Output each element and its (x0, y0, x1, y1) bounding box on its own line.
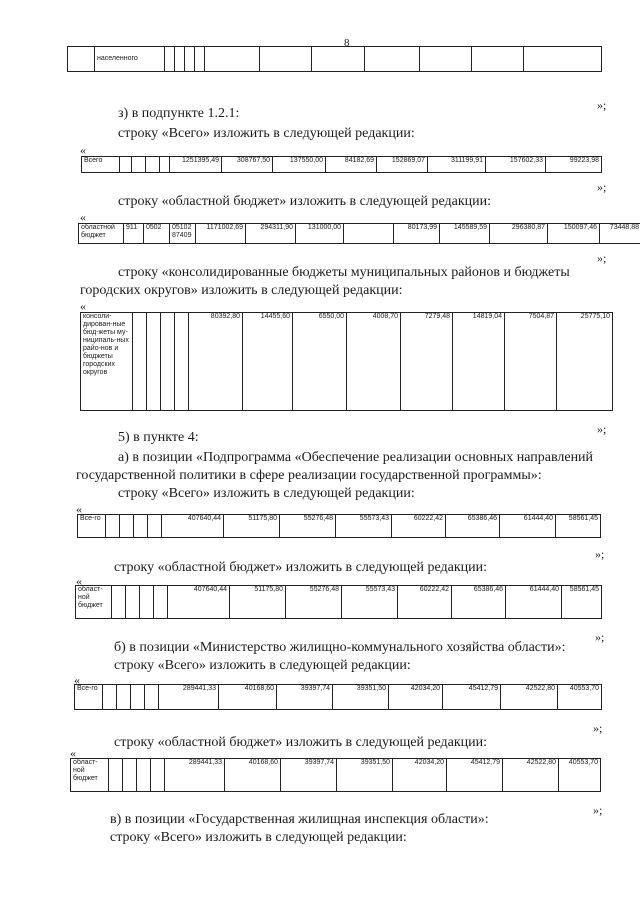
row-label: населенного (95, 47, 165, 72)
row-label: област-ной бюджет (71, 759, 109, 792)
cell (131, 685, 145, 710)
instruction-vsego: строку «Всего» изложить в следующей редакции: (110, 830, 407, 845)
open-quote: « (76, 574, 82, 588)
instruction-vsego: строку «Всего» изложить в следующей редакции: (118, 486, 415, 501)
value-cell: 58561,45 (556, 515, 601, 538)
value-cell: 39397,74 (281, 759, 337, 792)
table-vsego-3 (74, 684, 602, 710)
value-cell: 42522,80 (501, 685, 558, 710)
instruction-kons-line1: строку «консолидированные бюджеты муниципальных районов и бюджеты (118, 265, 570, 280)
value-cell: 55573,43 (342, 586, 398, 619)
open-quote: « (70, 746, 76, 760)
section-b-line1: б) в позиции «Министерство жилищно-коммунального хозяйства области»: (114, 640, 566, 655)
section-a-line1: а) в позиции «Подпрограмма «Обеспечение реализации основных направлений (118, 450, 594, 465)
open-quote: « (80, 143, 86, 157)
row-label: област-ной бюджет (76, 586, 112, 619)
value-cell: 99223,98 (546, 157, 602, 173)
value-cell: 45412,79 (447, 759, 503, 792)
value-cell: 58561,45 (562, 586, 602, 619)
top-table-fragment (67, 46, 602, 72)
value-cell: 308767,50 (222, 157, 273, 173)
closing-mark: »; (595, 547, 605, 561)
section-v-line1: в) в позиции «Государственная жилищная инспекция области»: (110, 812, 489, 827)
cell (161, 313, 175, 411)
instruction-kons-line2: городских округов» изложить в следующей редакции: (80, 283, 403, 298)
closing-mark: »; (597, 422, 607, 436)
value-cell: 14455,60 (243, 313, 293, 411)
value-cell: 84182,69 (326, 157, 377, 173)
value-cell: 407640,44 (168, 586, 230, 619)
value-cell: 60222,42 (392, 515, 446, 538)
value-cell: 4008,70 (347, 313, 401, 411)
value-cell: 152869,07 (377, 157, 428, 173)
value-cell: 1251395,49 (170, 157, 222, 173)
cell (137, 759, 151, 792)
cell (165, 47, 175, 72)
value-cell: 42034,20 (393, 759, 447, 792)
closing-mark: »; (593, 721, 603, 735)
cell (145, 685, 159, 710)
open-quote: « (76, 502, 82, 516)
open-quote: « (80, 210, 86, 224)
cell (120, 157, 132, 173)
cell (205, 47, 260, 72)
table-vsego-2 (77, 514, 601, 538)
cell (140, 586, 154, 619)
table-obl-3 (70, 758, 601, 792)
code-cell: 911 (124, 224, 144, 244)
value-cell: 137550,00 (273, 157, 326, 173)
value-cell: 40553,70 (558, 685, 602, 710)
value-cell: 40553,70 (559, 759, 601, 792)
cell (106, 515, 120, 538)
code-cell: 0502 (144, 224, 170, 244)
value-cell: 7504,87 (505, 313, 557, 411)
code-cell: 05102 87409 (170, 224, 196, 244)
cell (154, 586, 168, 619)
cell (117, 685, 131, 710)
cell (524, 47, 602, 72)
cell (175, 47, 185, 72)
section-a-line2: государственной политики в сфере реализации государственной программы»: (76, 468, 542, 483)
row-label: Всего (82, 157, 120, 173)
section-5-heading: 5) в пункте 4: (118, 430, 199, 445)
cell (160, 157, 170, 173)
value-cell: 294311,90 (246, 224, 296, 244)
cell (312, 47, 365, 72)
value-cell: 40168,60 (219, 685, 277, 710)
value-cell: 311199,91 (428, 157, 486, 173)
cell (126, 586, 140, 619)
value-cell: 42522,80 (503, 759, 559, 792)
closing-mark: »; (597, 98, 607, 112)
cell (195, 47, 205, 72)
cell (472, 47, 524, 72)
open-quote: « (80, 299, 86, 313)
value-cell: 150097,46 (548, 224, 600, 244)
cell (134, 515, 148, 538)
value-cell: 73448,88 (600, 224, 640, 244)
instruction-vsego: строку «Всего» изложить в следующей редакции: (114, 658, 411, 673)
value-cell: 55276,48 (286, 586, 342, 619)
value-cell: 39351,50 (337, 759, 393, 792)
instruction-obl: строку «областной бюджет» изложить в следующей редакции: (114, 735, 487, 750)
value-cell: 39351,50 (333, 685, 389, 710)
cell (147, 313, 161, 411)
value-cell: 80173,99 (394, 224, 440, 244)
cell (112, 586, 126, 619)
value-cell: 157602,33 (486, 157, 546, 173)
value-cell: 40168,60 (225, 759, 281, 792)
open-quote: « (74, 673, 80, 687)
value-cell: 65386,46 (452, 586, 506, 619)
value-cell: 45412,79 (443, 685, 501, 710)
value-cell: 80392,80 (189, 313, 243, 411)
value-cell: 51175,80 (230, 586, 286, 619)
value-cell: 65386,46 (446, 515, 500, 538)
row-label: областной бюджет (79, 224, 124, 244)
value-cell: 55573,43 (336, 515, 392, 538)
cell (109, 759, 123, 792)
value-cell: 289441,33 (165, 759, 225, 792)
row-label: Все-го (78, 515, 106, 538)
row-label: консоли-дирован-ные бюд-жеты му-ниципаль-ных райо-нов и бюджеты городских округов (81, 313, 133, 411)
cell (146, 157, 160, 173)
section-z-heading: з) в подпункте 1.2.1: (118, 106, 240, 121)
cell (68, 47, 95, 72)
value-cell: 42034,20 (389, 685, 443, 710)
table-obl-1 (78, 223, 640, 244)
row-label: Все-го (75, 685, 103, 710)
closing-mark: »; (597, 251, 607, 265)
cell (148, 515, 162, 538)
cell (151, 759, 165, 792)
value-cell: 39397,74 (277, 685, 333, 710)
value-cell: 6550,00 (293, 313, 347, 411)
value-cell: 407640,44 (162, 515, 224, 538)
closing-mark: »; (597, 180, 607, 194)
value-cell: 60222,42 (398, 586, 452, 619)
value-cell: 61444,40 (500, 515, 556, 538)
instruction-obl: строку «областной бюджет» изложить в следующей редакции: (114, 560, 487, 575)
value-cell: 61444,40 (506, 586, 562, 619)
cell (123, 759, 137, 792)
cell (120, 515, 134, 538)
cell (185, 47, 195, 72)
cell (344, 224, 394, 244)
cell (133, 313, 147, 411)
value-cell: 51175,80 (224, 515, 280, 538)
value-cell: 7279,48 (401, 313, 453, 411)
value-cell: 131000,00 (296, 224, 344, 244)
value-cell: 14819,04 (453, 313, 505, 411)
value-cell: 145589,59 (440, 224, 490, 244)
page-number: 8 (344, 37, 350, 49)
cell (175, 313, 189, 411)
table-kons (80, 312, 613, 411)
cell (260, 47, 312, 72)
closing-mark: »; (593, 803, 603, 817)
instruction-vsego: строку «Всего» изложить в следующей редакции: (118, 126, 415, 141)
value-cell: 55276,48 (280, 515, 336, 538)
cell (103, 685, 117, 710)
table-obl-2 (75, 585, 602, 619)
value-cell: 25775,10 (557, 313, 613, 411)
cell (132, 157, 146, 173)
cell (365, 47, 420, 72)
instruction-obl: строку «областной бюджет» изложить в следующей редакции: (118, 194, 491, 209)
value-cell: 296380,87 (490, 224, 548, 244)
value-cell: 1171002,69 (196, 224, 246, 244)
cell (420, 47, 472, 72)
table-vsego-1 (81, 156, 602, 173)
closing-mark: »; (595, 630, 605, 644)
value-cell: 289441,33 (159, 685, 219, 710)
